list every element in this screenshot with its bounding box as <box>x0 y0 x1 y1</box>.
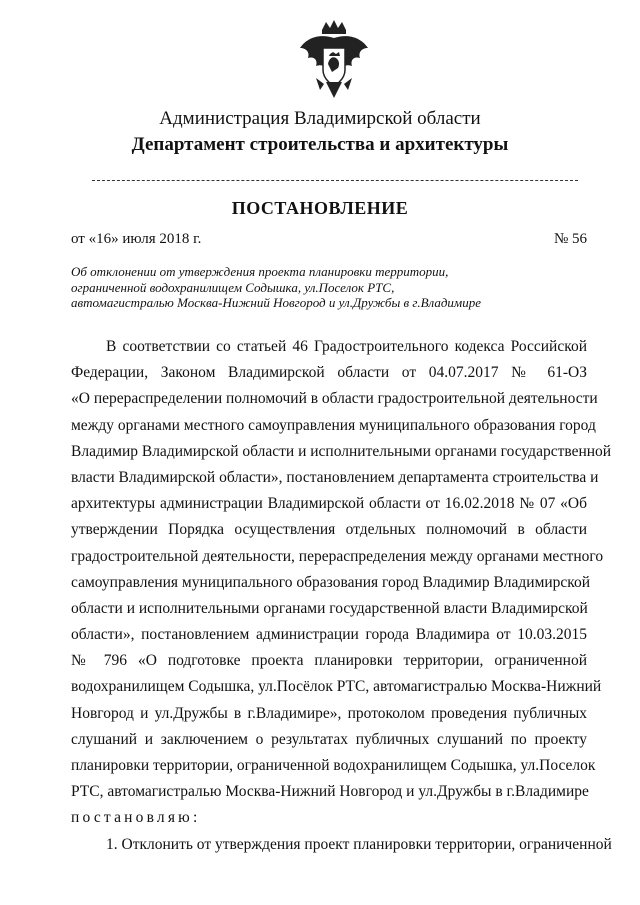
document-subject <box>71 264 541 311</box>
header-divider <box>92 180 578 181</box>
body-line: Владимир Владимирской области и исполнительными органами государственной <box>71 442 612 460</box>
subject-line: Об отклонении от утверждения проекта планировки территории, <box>71 264 449 279</box>
body-line: 1. Отклонить от утверждения проект планировки территории, ограниченной <box>106 835 612 853</box>
coat-of-arms-emblem <box>296 18 372 102</box>
body-line: области и исполнительными органами государственной власти Владимирской <box>71 599 588 617</box>
organization-name: Администрация Владимирской области <box>159 108 481 129</box>
body-line: «О перераспределении полномочий в области градостроительной деятельности <box>71 390 598 408</box>
body-line: РТС, автомагистралью Москва-Нижний Новгород и ул.Дружбы в г.Владимире <box>71 783 589 801</box>
document-body <box>71 334 612 858</box>
body-line: между органами местного самоуправления муниципального образования город <box>71 416 596 434</box>
body-line: № 796 «О подготовке проекта планировки территории, ограниченной <box>71 652 587 670</box>
body-line: Федерации, Законом Владимирской области от 04.07.2017 № 61-ОЗ <box>71 364 587 382</box>
subject-line: автомагистралью Москва-Нижний Новгород и ул.Дружбы в г.Владимире <box>71 295 481 310</box>
document-date: от «16» июля 2018 г. <box>71 231 202 247</box>
department-name: Департамент строительства и архитектуры <box>131 134 509 155</box>
body-line: В соответствии со статьей 46 Градостроительного кодекса Российской <box>106 338 587 355</box>
body-line: утверждении Порядка осуществления отдельных полномочий в области <box>71 521 587 539</box>
body-line: слушаний и заключением о результатах публичных слушаний по проекту <box>71 730 587 748</box>
subject-line: ограниченной водохранилищем Содышка, ул.Поселок РТС, <box>71 279 395 295</box>
body-line: архитектуры администрации Владимирской области от 16.02.2018 № 07 «Об <box>71 495 587 513</box>
document-type-title: ПОСТАНОВЛЕНИЕ <box>231 198 409 218</box>
body-line: власти Владимирской области», постановлением департамента строительства и <box>71 468 599 486</box>
body-line: самоуправления муниципального образования город Владимир Владимирской <box>71 573 591 591</box>
resolution-word: постановляю: <box>71 809 201 827</box>
body-line: Новгород и ул.Дружбы в г.Владимире», протоколом проведения публичных <box>71 704 587 722</box>
body-line: планировки территории, ограниченной водохранилищем Содышка, ул.Поселок <box>71 757 596 774</box>
body-line: области», постановлением администрации города Владимира от 10.03.2015 <box>71 626 587 644</box>
body-line: градостроительной деятельности, перераспределения между органами местного <box>71 547 604 565</box>
document-number: № 56 <box>553 231 587 247</box>
body-line: водохранилищем Содышка, ул.Посёлок РТС, автомагистралью Москва-Нижний <box>71 678 602 696</box>
